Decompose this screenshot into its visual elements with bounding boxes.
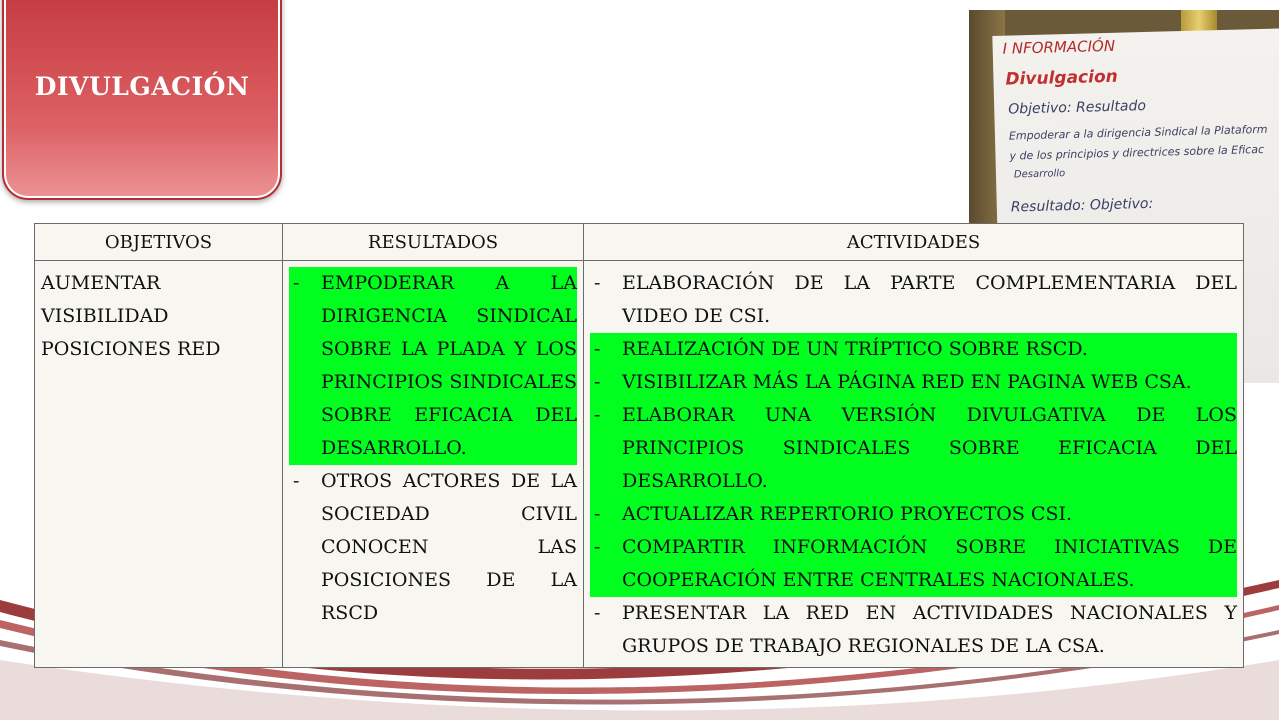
actividad-item	[590, 267, 1237, 333]
header-actividades: ACTIVIDADES	[584, 224, 1244, 261]
actividades-list	[590, 267, 1237, 663]
actividad-item	[590, 333, 1237, 366]
bullet-dash: -	[289, 267, 321, 465]
actividad-text: COMPARTIR INFORMACIÓN SOBRE INICIATIVAS DE COOPERACIÓN ENTRE CENTRALES NACIONALES.	[622, 531, 1237, 597]
photo-text-line: I NFORMACIÓN	[1002, 36, 1116, 58]
actividad-text: ELABORACIÓN DE LA PARTE COMPLEMENTARIA DEL VIDEO DE CSI.	[622, 272, 1237, 327]
bullet-dash: -	[590, 333, 622, 366]
bullet-dash: -	[590, 498, 622, 531]
actividad-text: ACTUALIZAR REPERTORIO PROYECTOS CSI.	[622, 498, 1237, 531]
resultados-list	[289, 267, 577, 630]
photo-text-line: Resultado: Objetivo:	[1010, 195, 1154, 216]
resultado-item	[289, 465, 577, 630]
bullet-dash: -	[594, 272, 601, 294]
resultados-cell	[283, 261, 584, 668]
objetivo-cell: AUMENTAR VISIBILIDAD POSICIONES RED	[35, 261, 283, 668]
actividad-item	[590, 399, 1237, 498]
actividad-item	[590, 366, 1237, 399]
header-objetivos: OBJETIVOS	[35, 224, 283, 261]
bullet-dash: -	[594, 602, 601, 624]
bullet-dash: -	[590, 531, 622, 597]
actividades-cell	[584, 261, 1244, 668]
header-resultados: RESULTADOS	[283, 224, 584, 261]
actividad-text: PRESENTAR LA RED EN ACTIVIDADES NACIONALES Y GRUPOS DE TRABAJO REGIONALES DE LA CSA.	[622, 602, 1237, 657]
actividad-text: VISIBILIZAR MÁS LA PÁGINA RED EN PAGINA WEB CSA.	[622, 366, 1237, 399]
actividad-item	[590, 597, 1237, 663]
photo-text-line: Desarrollo	[1013, 168, 1066, 181]
badge-shine	[4, 128, 280, 198]
bullet-dash: -	[590, 399, 622, 498]
photo-text-line: Empoderar a la dirigencia Sindical la Plataform	[1008, 122, 1268, 143]
actividad-text: ELABORAR UNA VERSIÓN DIVULGATIVA DE LOS PRINCIPIOS SINDICALES SOBRE EFICACIA DEL DESARROLLO.	[622, 399, 1237, 498]
divulgacion-table	[34, 223, 1244, 668]
resultado-item	[289, 267, 577, 465]
resultado-text: OTROS ACTORES DE LA SOCIEDAD CIVIL CONOCEN LAS POSICIONES DE LA RSCD	[321, 470, 577, 624]
photo-text-line: y de los principios y directrices sobre la Eficac	[1009, 142, 1265, 163]
bullet-dash: -	[590, 366, 622, 399]
photo-text-line: Objetivo: Resultado	[1008, 97, 1147, 118]
bullet-dash: -	[293, 470, 300, 492]
actividad-item	[590, 531, 1237, 597]
title-badge	[2, 0, 282, 200]
photo-text-line: Divulgacion	[1005, 66, 1118, 90]
table-row	[35, 261, 1244, 668]
actividad-text: REALIZACIÓN DE UN TRÍPTICO SOBRE RSCD.	[622, 333, 1237, 366]
actividad-item	[590, 498, 1237, 531]
table-header-row	[35, 224, 1244, 261]
slide-title: DIVULGACIÓN	[34, 72, 250, 101]
resultado-text: EMPODERAR A LA DIRIGENCIA SINDICAL SOBRE LA PLADA Y LOS PRINCIPIOS SINDICALES SOBRE EFICACIA DEL DESARROLLO.	[321, 267, 577, 465]
